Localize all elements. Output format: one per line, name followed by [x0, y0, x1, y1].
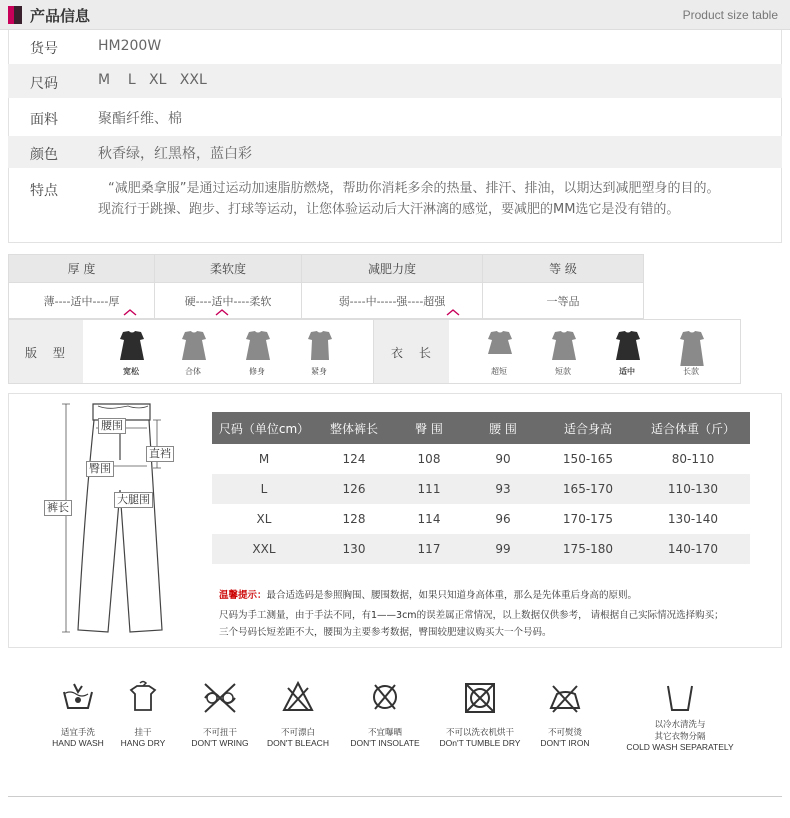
- header-accent-mark-dark: [14, 6, 22, 24]
- size-cell: 170-175: [562, 512, 614, 526]
- size-table-header: 尺码（单位cm）: [212, 412, 316, 444]
- care-label-cn: 挂干: [134, 728, 152, 738]
- grade-value: 一等品: [483, 283, 644, 319]
- care-label-en: HANG DRY: [120, 738, 166, 748]
- info-label: 面料: [30, 112, 58, 128]
- tshirt-icon: [615, 330, 637, 358]
- size-table-header: 适合体重（斤）: [636, 412, 750, 444]
- tip-text: 最合适选码是参照胸围、腰围数据，如果只知道身高体重，那么是先体重后身高的原则。: [266, 590, 638, 601]
- property-header: 厚 度: [9, 255, 155, 283]
- care-label-cn: 不宜曝晒: [367, 728, 402, 738]
- size-row: [212, 504, 750, 534]
- selected-caret-icon: [123, 309, 137, 316]
- size-cell: 117: [392, 534, 466, 564]
- section-title: 产品信息: [30, 7, 91, 25]
- size-cell: 96: [495, 512, 511, 526]
- tshirt-icon: [487, 330, 509, 358]
- size-cell: XXL: [212, 534, 316, 564]
- care-label-en: DOn'T TUMBLE DRY: [439, 738, 521, 748]
- info-value: HM200W: [98, 38, 162, 54]
- size-row: [212, 474, 750, 504]
- fit-section: [8, 319, 741, 384]
- no-bleach-icon: [278, 680, 318, 714]
- care-label-cn: 不可以洗衣机烘干: [445, 728, 514, 738]
- crotch-label: 直裆: [146, 446, 174, 462]
- no-insolate-icon: [365, 680, 405, 714]
- info-row-feature: [8, 172, 782, 228]
- care-instruction: [615, 680, 745, 752]
- fit-option-label: 紧身: [311, 367, 327, 376]
- size-cell: 124: [342, 452, 366, 466]
- care-instruction: [115, 680, 171, 748]
- care-label-en: HAND WASH: [52, 738, 104, 748]
- info-row-size: [8, 64, 782, 98]
- size-cell: 90: [495, 452, 511, 466]
- care-instruction: [40, 680, 116, 748]
- care-label-cn-2: 其它衣物分隔: [654, 732, 706, 742]
- size-cell: 126: [316, 474, 392, 504]
- fit-label: 版 型: [25, 346, 71, 360]
- info-label: 尺码: [30, 76, 58, 92]
- no-iron-icon: [545, 680, 585, 714]
- size-cell: M: [258, 452, 270, 466]
- property-header: 等 级: [483, 255, 644, 283]
- size-cell: 111: [392, 474, 466, 504]
- care-label-cn: 适宜手洗: [60, 728, 95, 738]
- info-row-color: [8, 136, 782, 168]
- size-table-header: 整体裤长: [316, 412, 392, 444]
- size-table-header: 臀 围: [392, 412, 466, 444]
- fit-option-label: 宽松: [123, 367, 139, 376]
- tshirt-icon: [181, 330, 203, 358]
- waist-label: 腰围: [98, 418, 126, 434]
- size-row: [212, 444, 750, 474]
- size-table-header: 腰 围: [466, 412, 540, 444]
- size-table: [212, 412, 750, 564]
- care-instruction: [345, 680, 425, 748]
- tshirt-icon: [307, 330, 329, 358]
- care-instruction: [258, 680, 338, 748]
- size-cell: 99: [466, 534, 540, 564]
- thigh-label: 大腿围: [114, 492, 153, 508]
- care-label-en: COLD WASH SEPARATELY: [626, 742, 734, 752]
- softness-scale-text: 硬----适中----柔软: [184, 294, 272, 308]
- care-label-cn: 不可熨烫: [547, 728, 582, 738]
- tip-note: [219, 587, 637, 601]
- size-cell: 114: [417, 512, 441, 526]
- slimming-scale: [302, 283, 483, 319]
- info-row-fabric: [8, 100, 782, 134]
- tshirt-icon: [119, 330, 141, 358]
- size-cell: 80-110: [671, 452, 715, 466]
- tshirt-icon: [679, 330, 701, 358]
- fit-option-label: 短款: [555, 367, 571, 376]
- size-cell: 128: [342, 512, 366, 526]
- size-cell: 93: [466, 474, 540, 504]
- selected-caret-icon: [215, 309, 229, 316]
- care-label-en: DON'T BLEACH: [267, 738, 329, 748]
- care-instruction: [425, 680, 535, 748]
- fit-option-label: 修身: [249, 367, 265, 376]
- length-label: 衣 长: [391, 346, 437, 360]
- info-row-sku: [8, 32, 782, 62]
- fit-option-label: 超短: [491, 367, 507, 376]
- section-subtitle: Product size table: [682, 8, 778, 22]
- size-cell: L: [212, 474, 316, 504]
- size-cell: 130: [316, 534, 392, 564]
- info-value: M L XL XXL: [98, 72, 207, 88]
- hang-dry-icon: [123, 680, 163, 714]
- tshirt-icon: [245, 330, 267, 358]
- section-header: [0, 0, 790, 30]
- size-cell: 150-165: [562, 452, 614, 466]
- thickness-scale: [9, 283, 155, 319]
- cold-wash-icon: [660, 680, 700, 714]
- care-label-cn: 不可漂白: [280, 728, 315, 738]
- hand-wash-icon: [58, 680, 98, 714]
- care-instruction: [180, 680, 260, 748]
- selected-caret-icon: [446, 309, 460, 316]
- note-line: 尺码为手工测量，由于手法不同，有1——3cm的误差属正常情况，以上数据仅供参考， 请根据自己实际情况选择购买；: [219, 610, 724, 621]
- thickness-scale-text: 薄----适中----厚: [43, 294, 120, 308]
- info-label: 颜色: [30, 147, 58, 163]
- tip-label: 温馨提示：: [219, 590, 267, 601]
- slimming-scale-text: 弱----中-----强----超强: [338, 294, 446, 308]
- property-header: 减肥力度: [302, 255, 483, 283]
- fit-option-label: 适中: [619, 367, 635, 376]
- hip-label: 臀围: [86, 461, 114, 477]
- size-cell: XL: [256, 512, 272, 526]
- no-tumble-dry-icon: [460, 680, 500, 714]
- property-header: 柔软度: [155, 255, 302, 283]
- size-table-header: 适合身高: [540, 412, 636, 444]
- info-label: 货号: [30, 41, 58, 57]
- size-cell: 165-170: [540, 474, 636, 504]
- size-cell: 140-170: [636, 534, 750, 564]
- feature-text-line1: “减肥桑拿服”是通过运动加速脂肪燃烧，帮助你消耗多余的热量、排汗、排油，以期达到减肥塑身的目的。: [108, 181, 720, 196]
- no-wring-icon: [200, 680, 240, 714]
- info-value: 聚酯纤维、棉: [98, 111, 182, 127]
- softness-scale: [155, 283, 302, 319]
- fit-option-label: 长款: [683, 367, 699, 376]
- size-row: [212, 534, 750, 564]
- care-label-en: DON'T IRON: [540, 738, 590, 748]
- care-label-en: DON'T WRING: [191, 738, 249, 748]
- size-cell: 130-140: [667, 512, 719, 526]
- fit-option-label: 合体: [185, 367, 201, 376]
- info-value: 秋香绿，红黑格，蓝白彩: [98, 146, 252, 162]
- care-label-cn: 以冷水清洗与: [654, 720, 706, 730]
- pants-diagram: [38, 400, 188, 640]
- bottom-divider: [8, 796, 782, 797]
- size-cell: 110-130: [636, 474, 750, 504]
- size-cell: 108: [417, 452, 441, 466]
- tshirt-icon: [551, 330, 573, 358]
- feature-text-line2: 现流行于跳操、跑步、打球等运动，让您体验运动后大汗淋漓的感觉，要减肥的MM选它是没有错的。: [98, 202, 680, 217]
- length-label-tag: 裤长: [44, 500, 72, 516]
- care-label-en: DON'T INSOLATE: [350, 738, 420, 748]
- note-line: 三个号码长短差距不大，腰围为主要参考数据，臀围较肥建议购买大一个号码。: [219, 627, 552, 638]
- info-label: 特点: [30, 183, 58, 199]
- size-cell: 175-180: [540, 534, 636, 564]
- property-table: [8, 254, 644, 319]
- care-instruction: [530, 680, 600, 748]
- care-label-cn: 不可扭干: [202, 728, 237, 738]
